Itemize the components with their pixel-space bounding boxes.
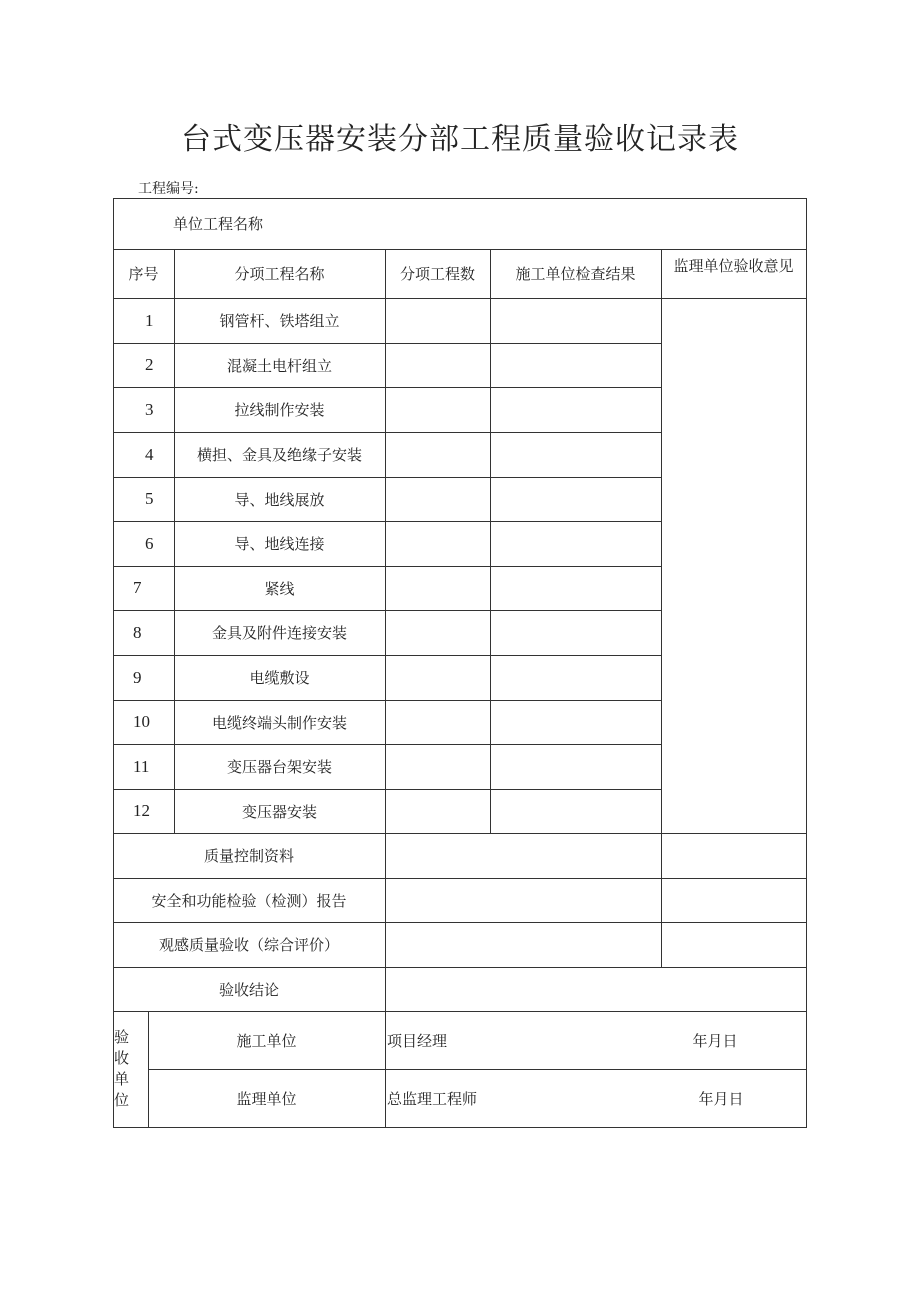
acceptance-unit-label bbox=[113, 1011, 148, 1127]
conclusion-label: 验收结论 bbox=[218, 980, 279, 999]
row-item-count-field[interactable] bbox=[385, 343, 490, 387]
contractor-date-label: 年月日 bbox=[692, 1031, 738, 1050]
row-contractor-result-field[interactable] bbox=[490, 789, 661, 833]
row-number: 11 bbox=[133, 756, 150, 776]
row-contractor-result-field[interactable] bbox=[490, 343, 661, 387]
row-item-count-field[interactable] bbox=[385, 521, 490, 566]
row-item-count-field[interactable] bbox=[385, 655, 490, 700]
row-item-count-field[interactable] bbox=[385, 744, 490, 789]
acceptance-unit-char: 位 bbox=[114, 1091, 130, 1109]
row-item-name: 电缆敷设 bbox=[249, 669, 310, 687]
row-item-count-field[interactable] bbox=[385, 298, 490, 343]
appearance-quality-field[interactable] bbox=[385, 922, 661, 967]
row-item-name: 拉线制作安装 bbox=[234, 401, 325, 419]
row-contractor-result-field[interactable] bbox=[490, 298, 661, 343]
page-title: 台式变压器安装分部工程质量验收记录表 bbox=[181, 122, 739, 157]
header-contractor-result: 施工单位检查结果 bbox=[515, 265, 636, 283]
row-item-name: 变压器安装 bbox=[241, 802, 317, 821]
row-item-count-field[interactable] bbox=[385, 432, 490, 477]
row-number: 10 bbox=[133, 712, 150, 731]
quality-control-opinion-field[interactable] bbox=[661, 833, 806, 878]
row-item-count-field[interactable] bbox=[385, 789, 490, 833]
header-item-count: 分项工程数 bbox=[399, 265, 475, 283]
row-number: 6 bbox=[145, 533, 154, 553]
row-contractor-result-field[interactable] bbox=[490, 477, 661, 521]
table-border bbox=[113, 1127, 807, 1128]
header-supervisor-opinion: 监理单位验收意见 bbox=[673, 257, 794, 275]
supervisor-date-label: 年月日 bbox=[698, 1089, 744, 1108]
acceptance-unit-char: 单 bbox=[114, 1070, 130, 1088]
row-contractor-result-field[interactable] bbox=[490, 566, 661, 610]
appearance-quality-opinion-field[interactable] bbox=[661, 922, 806, 967]
row-item-count-field[interactable] bbox=[385, 566, 490, 610]
appearance-quality-label: 观感质量验收（综合评价） bbox=[158, 936, 339, 954]
unit-project-name-label: 单位工程名称 bbox=[173, 215, 264, 233]
safety-function-opinion-field[interactable] bbox=[661, 878, 806, 922]
row-item-count-field[interactable] bbox=[385, 387, 490, 432]
acceptance-unit-char: 收 bbox=[114, 1049, 130, 1067]
conclusion-field[interactable] bbox=[385, 967, 806, 1011]
project-manager-label: 项目经理 bbox=[387, 1031, 448, 1050]
row-contractor-result-field[interactable] bbox=[490, 521, 661, 566]
row-number: 3 bbox=[145, 399, 154, 419]
quality-control-label: 质量控制资料 bbox=[203, 847, 294, 865]
row-number: 2 bbox=[145, 355, 154, 374]
row-item-name: 钢管杆、铁塔组立 bbox=[219, 312, 340, 330]
safety-function-label: 安全和功能检验（检测）报告 bbox=[151, 891, 347, 910]
header-seq: 序号 bbox=[128, 265, 159, 283]
row-item-name: 金具及附件连接安装 bbox=[211, 624, 347, 642]
supervisor-opinion-field[interactable] bbox=[661, 298, 806, 833]
contractor-unit-label: 施工单位 bbox=[236, 1031, 297, 1050]
project-number-label: 工程编号: bbox=[138, 181, 199, 197]
row-number: 1 bbox=[145, 310, 154, 330]
supervisor-unit-label: 监理单位 bbox=[236, 1089, 297, 1108]
row-number: 5 bbox=[145, 489, 154, 508]
row-number: 4 bbox=[145, 444, 154, 464]
row-item-name: 变压器台架安装 bbox=[226, 758, 332, 776]
row-contractor-result-field[interactable] bbox=[490, 432, 661, 477]
header-item-name: 分项工程名称 bbox=[234, 265, 325, 283]
row-item-count-field[interactable] bbox=[385, 610, 490, 655]
safety-function-field[interactable] bbox=[385, 878, 661, 922]
row-contractor-result-field[interactable] bbox=[490, 610, 661, 655]
row-number: 12 bbox=[133, 801, 150, 820]
row-item-name: 导、地线展放 bbox=[234, 490, 325, 509]
row-item-name: 横担、金具及绝缘子安装 bbox=[196, 446, 362, 464]
row-item-name: 电缆终端头制作安装 bbox=[211, 713, 347, 732]
chief-engineer-label: 总监理工程师 bbox=[387, 1089, 478, 1108]
row-number: 8 bbox=[133, 622, 142, 642]
row-number: 7 bbox=[133, 578, 142, 597]
row-item-name: 混凝土电杆组立 bbox=[226, 356, 332, 375]
acceptance-unit-char: 验 bbox=[114, 1028, 130, 1046]
table-border bbox=[806, 198, 807, 1128]
quality-control-field[interactable] bbox=[385, 833, 661, 878]
row-item-count-field[interactable] bbox=[385, 700, 490, 744]
row-contractor-result-field[interactable] bbox=[490, 387, 661, 432]
row-item-name: 导、地线连接 bbox=[234, 535, 325, 553]
row-contractor-result-field[interactable] bbox=[490, 655, 661, 700]
row-item-name: 紧线 bbox=[264, 579, 295, 598]
row-contractor-result-field[interactable] bbox=[490, 700, 661, 744]
row-contractor-result-field[interactable] bbox=[490, 744, 661, 789]
row-item-count-field[interactable] bbox=[385, 477, 490, 521]
row-number: 9 bbox=[133, 667, 142, 687]
